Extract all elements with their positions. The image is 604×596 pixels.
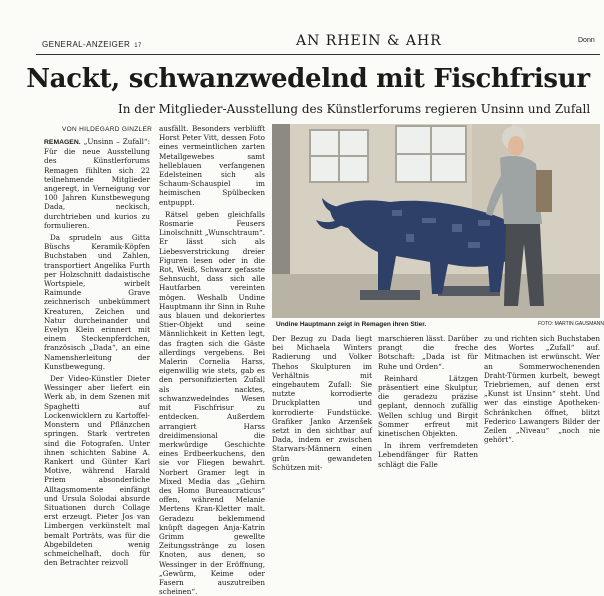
headline: Nackt, schwanzwedelnd mit Fischfrisur — [26, 64, 590, 94]
paragraph: zu und richten sich Buchstaben des Wortes „Zufall“ auf. Mitmachen ist erwünscht. Wer an Sommerwochenenden Draht-Türmen kurbelt, bewegt Triebriemen, auf denen erst „Kunst ist Unsinn“ steht. Und wer das einstige Apotheken-Schränkchen öffnet, blitzt Federico Lawangers Bilder der Zeilen „Niveau“ „noch nie gehört“. — [484, 334, 600, 445]
photo-credit: FOTO: MARTIN GAUSMANN — [538, 321, 604, 327]
section-title: AN RHEIN & AHR — [296, 33, 442, 49]
subheadline: In der Mitglieder-Ausstellung des Künstlerforums regieren Unsinn und Zufall — [118, 102, 591, 116]
photo-caption: Undine Hauptmann zeigt in Remagen ihren Stier. — [276, 321, 427, 328]
byline: VON HILDEGARD GINZLER — [62, 126, 153, 133]
article-photo — [272, 124, 600, 318]
paragraph: Der Bezug zu Dada liegt bei Michaela Winters Radierung und Volker Thehos Skulpturen im Verhältnis mit eingebautem Zufall: Sie nutzte korrodierte Druckplatten und korrodierte Fundstücke. Grafiker Janko Arzenšek setzt in den sichtbar auf Dada, indem er zwischen Starwars-Männern einen grün gewandeten Schützen mit- — [272, 334, 372, 472]
bull-sculpture-photo — [272, 124, 600, 318]
article-column-1 — [44, 137, 150, 568]
page-number: 17 — [134, 43, 142, 49]
paragraph: In ihrem verfremdeten Lebendfänger für Ratten schlägt die Falle — [378, 441, 478, 469]
paragraph — [44, 137, 150, 230]
paragraph: Der Video-Künstler Dieter Wessinger aber liefert ein Werk ab, in dem Szenen mit Spaghetti auf Lockenwicklern zu Kartoffel-Monstern und Pflänzchen springen. Stark vertreten sind die Fotografen. Unter ihnen schichten Sabine A. Rankert und Günter Karl Motive, während Harald Priem absonderliche Alltagsmomente einfängt und Ursula Solodai absurde Situationen durch Collage erst erzeugt. Pieter Jos van Limbergen verkünstelt mal bemalt Porträts, was für die Abgebildeten wenig schmeichelhaft, doch für den Betrachter reizvoll — [44, 374, 150, 568]
article-column-2 — [159, 124, 265, 596]
header-rule — [36, 54, 600, 55]
paragraph: marschieren lässt. Darüber prangt die freche Botschaft: „Dada ist für Ruhe und Orden“. — [378, 334, 478, 371]
newspaper-name-text: GENERAL-ANZEIGER — [42, 40, 131, 49]
issue-date: Donn — [578, 37, 595, 44]
article-column-5 — [484, 334, 600, 445]
article-column-3 — [272, 334, 372, 472]
paragraph: Da sprudeln aus Gitta Büschs Keramik-Köpfen Buchstaben und Zahlen, transportiert Angelika Furth per Holzschnitt dadaistische Wortspiele, wirbelt Raimunde Grave zeichnerisch unbekümmert Kreaturen, Zeichen und Natur durcheinander und Evelyn Klein erinnert mit einem Steckenpferdchen, französisch „Dada“, an eine Namensherleitung der Kunstbewegung. — [44, 233, 150, 371]
page-header — [0, 30, 600, 58]
paragraph: Reinhard Lätzgen präsentiert eine Skulptur, die geradezu präzise geplant, dennoch zufällig Wellen schlug und Birgit Sommer erfreut mit kinetischen Objekten. — [378, 373, 478, 439]
newspaper-name — [42, 40, 142, 49]
dateline: REMAGEN. — [44, 139, 81, 146]
article-column-4 — [378, 334, 478, 469]
paragraph-text: „Unsinn – Zufall“: Für die neue Ausstellung des Künstlerforums Remagen fühlten sich 22 teilnehmende Mitglieder angeregt, in Verneigung vor 100 Jahren Kunstbewegung Dada, neckisch, durchtrieben und kurios zu formulieren. — [44, 137, 150, 230]
paragraph: ausfällt. Besonders verblüfft Horst Peter Vitt, dessen Foto eines vermeintlichen zarten Metallgewebes samt helleblauen verfangenen Edelsteinen sich als Schaum-Schauspiel im heimischen Spülbecken entpuppt. — [159, 124, 265, 207]
paragraph: Rätsel geben gleichfalls Rosmarie Feusers Linolschnitt „Wunschtraum“. Er lässt sich als Liebesverstrickung dreier Figuren lesen oder in die Rot, Weiß, Schwarz gefasste Sehnsucht, dass sich alle Hautfarben vereinten mögen. Weshalb Undine Hauptmann ihr Sinn in Ruhe aus blauen und dekoriertes Stier-Objekt und seine Männlichkeit in Ketten legt, das fragten sich die Gäste allerdings vergebens. Bei Malerin Cornelia Harss, eigenwillig wie stets, gab es den personifizierten Zufall als nacktes, schwanzwedelndes Wesen mit Fischfrisur zu entdecken. Außerdem arrangiert Harss dreidimensional die merkwürdige Geschichte eines Erdbeerkuchens, den sie vor Fliegen bewahrt. Norbert Gramer legt in Mixed Media das „Gehirn des Homo Bureaucraticus“ offen, während Melanie Mertens Kran-Kletter malt. Geradezu beklemmend knüpft dagegen Anja-Katrin Grimm gewellte Zeitungsstränge zu losen Knoten, aus denen, so Wessinger in der Eröffnung, „Gewürm, Keime oder Fasern auszutreiben scheinen“. — [159, 209, 265, 596]
